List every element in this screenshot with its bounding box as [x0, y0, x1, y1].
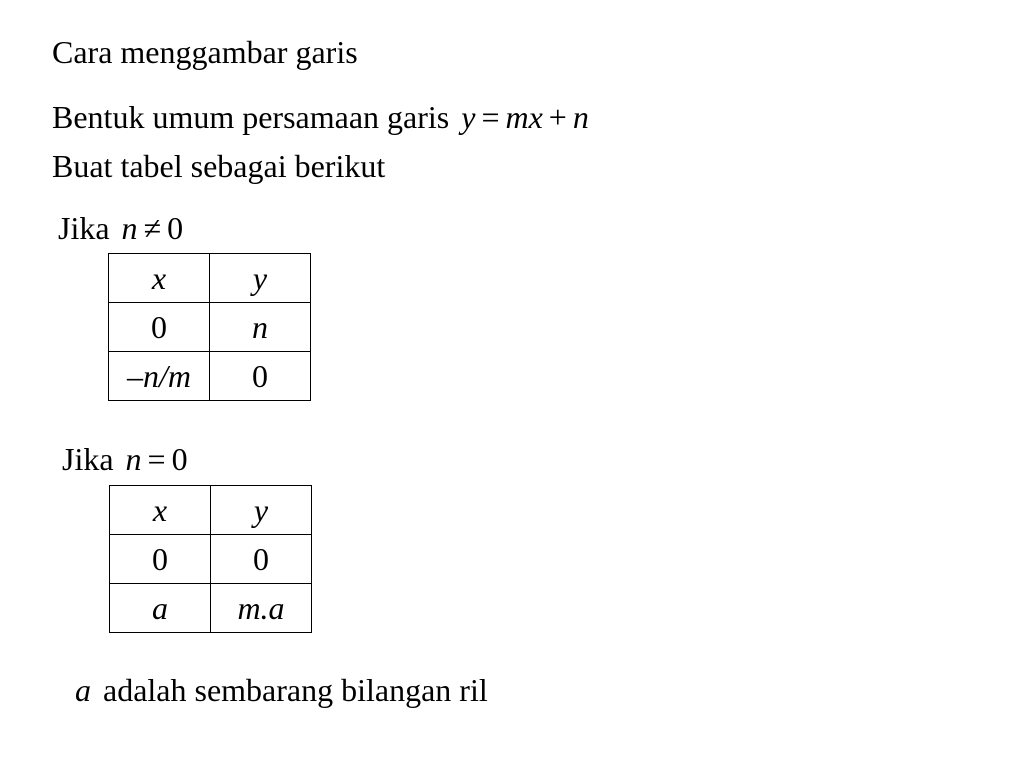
not-equal-symbol: ≠ [143, 210, 162, 246]
table-header-row [110, 486, 312, 535]
table-cell: 0 [109, 303, 210, 352]
equation-n: n [572, 99, 589, 135]
case-heading-value: 0 [171, 441, 188, 477]
header-cell-x: x [109, 254, 210, 303]
table-cell: 0 [210, 352, 311, 401]
table-cell: 0 [110, 535, 211, 584]
table-row [109, 303, 311, 352]
case-heading-word: Jika [62, 441, 114, 477]
equation-equals: = [481, 99, 500, 135]
case-heading-var: n [125, 441, 142, 477]
footnote-var: a [75, 672, 91, 708]
header-cell-y: y [211, 486, 312, 535]
slide-title: Cara menggambar garis [52, 34, 358, 70]
table-row [109, 352, 311, 401]
value-table-nonzero [108, 253, 311, 401]
case-heading-var: n [121, 210, 138, 246]
table-cell: –n/m [109, 352, 210, 401]
table-instruction: Buat tabel sebagai berikut [52, 148, 386, 184]
case-heading-zero [62, 443, 188, 475]
general-form-label: Bentuk umum persamaan garis [52, 99, 450, 135]
table-cell: n [210, 303, 311, 352]
header-cell-x: x [110, 486, 211, 535]
equation-mx: mx [505, 99, 543, 135]
value-table-zero [109, 485, 312, 633]
table-cell: a [110, 584, 211, 633]
case-heading-nonzero [58, 212, 183, 244]
table-row [110, 584, 312, 633]
footnote-text: adalah sembarang bilangan ril [103, 672, 488, 708]
header-cell-y: y [210, 254, 311, 303]
table-cell: 0 [211, 535, 312, 584]
equation-plus: + [548, 99, 567, 135]
general-form-line [52, 101, 589, 133]
table-cell: m.a [211, 584, 312, 633]
case-heading-value: 0 [167, 210, 184, 246]
footnote [75, 674, 488, 706]
equals-symbol: = [147, 441, 166, 477]
table-header-row [109, 254, 311, 303]
table-row [110, 535, 312, 584]
equation-y: y [461, 99, 476, 135]
case-heading-word: Jika [58, 210, 110, 246]
